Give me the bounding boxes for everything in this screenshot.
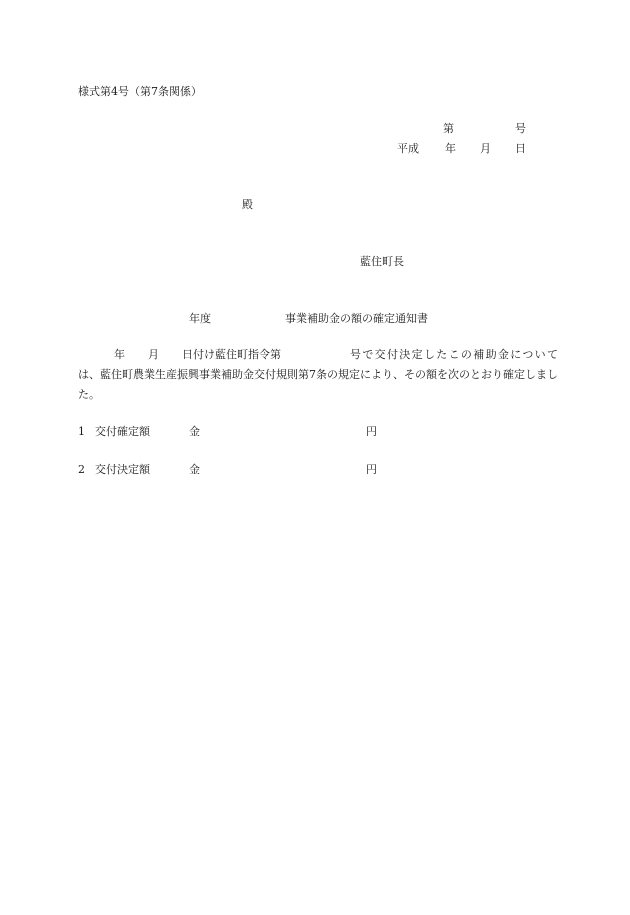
body-year: 年 [114,348,125,361]
body-paragraph: 号で交付決定したこの補助金については、藍住町農業生産振興事業補助金交付規則第7条の規定により、その額を次のとおり確定しました。 [78,348,558,401]
date-day: 日 [515,142,526,155]
title-fiscal-year: 年度 [189,312,211,325]
item-label: 交付確定額 [95,425,150,438]
form-label: 様式第4号（第7条関係） [78,85,202,98]
item-amount-unit: 円 [366,463,377,476]
item-amount-unit: 円 [366,425,377,438]
doc-number-prefix: 第 [443,122,454,135]
recipient-honorific: 殿 [242,198,253,211]
item-number: 1 [78,425,85,438]
body-month: 月 [148,348,159,361]
item-amount-prefix: 金 [189,463,200,476]
item-number: 2 [78,463,85,476]
date-era: 平成 [397,142,419,155]
body-directive-text: 日付け藍住町指令第 [182,348,281,361]
issuer-name: 藍住町長 [360,255,404,268]
date-month: 月 [480,142,491,155]
item-amount-prefix: 金 [189,425,200,438]
item-label: 交付決定額 [95,463,150,476]
doc-number-suffix: 号 [515,122,526,135]
document-title: 事業補助金の額の確定通知書 [285,312,428,325]
date-year: 年 [445,142,456,155]
